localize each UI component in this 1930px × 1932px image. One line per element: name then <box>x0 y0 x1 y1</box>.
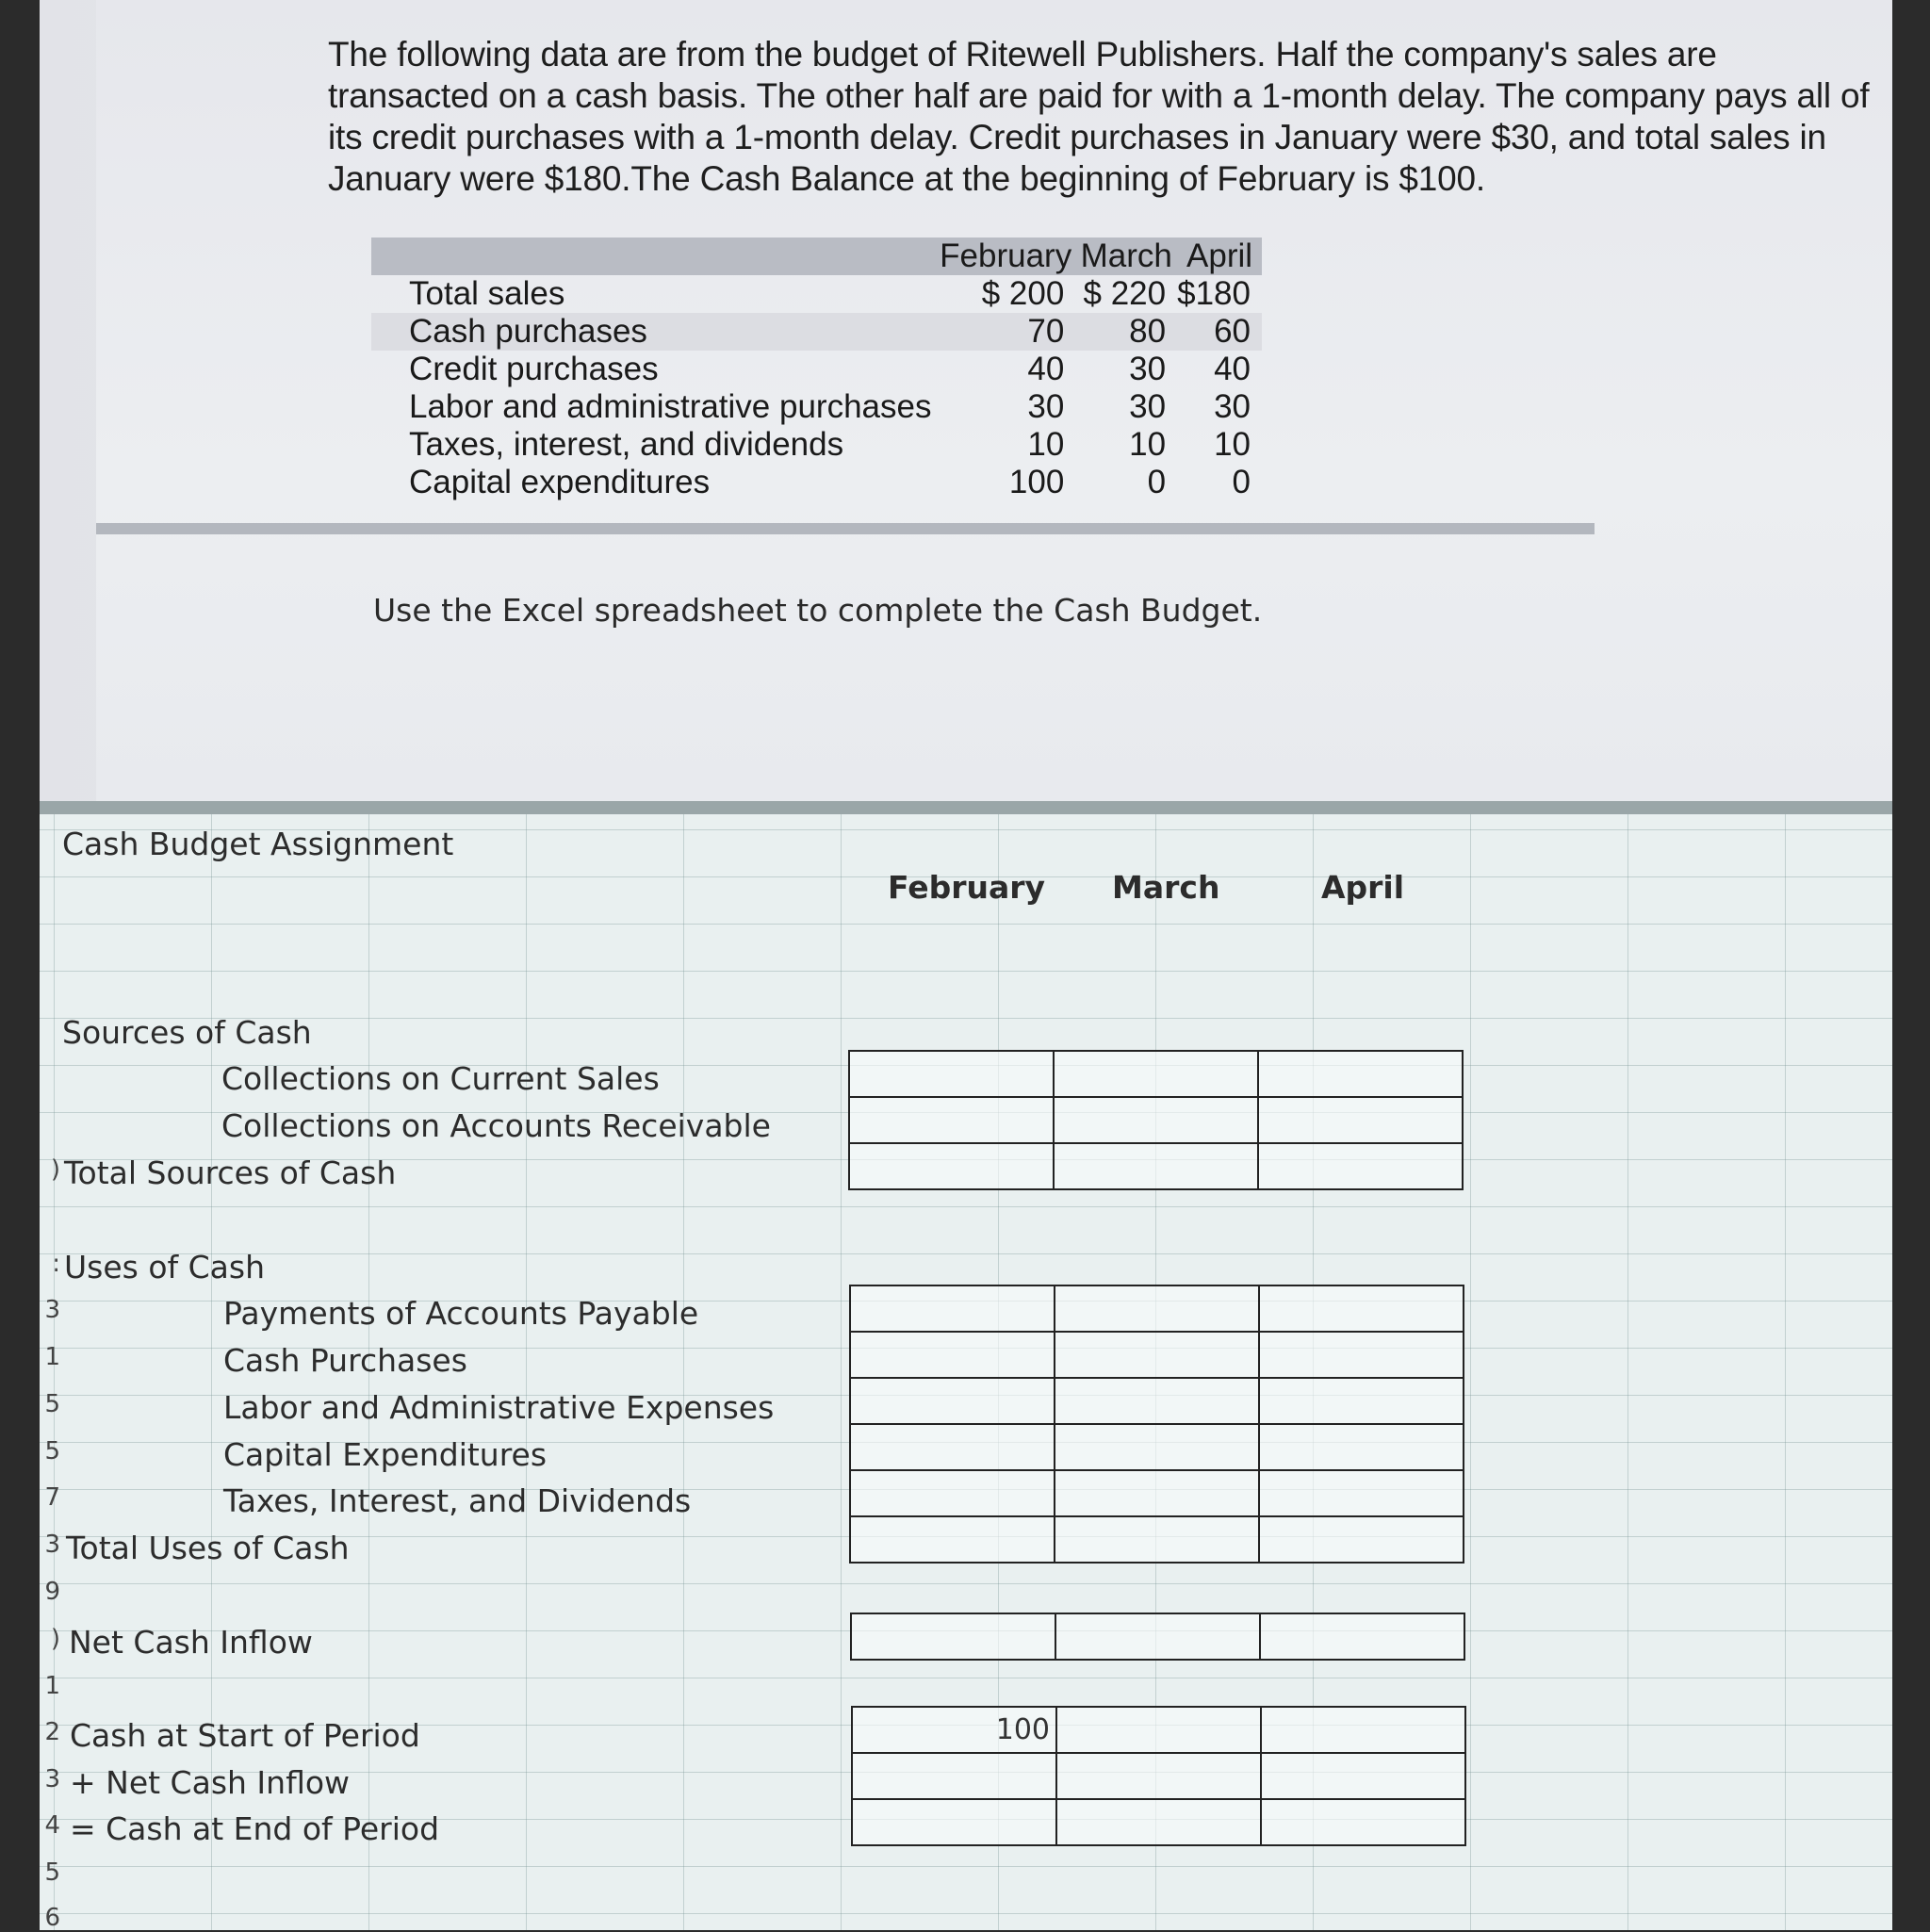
budget-cell: 80 <box>1129 313 1167 350</box>
uses-input-cells[interactable] <box>849 1285 1464 1564</box>
sources-of-cash-label[interactable]: Sources of Cash <box>62 1014 312 1051</box>
sources-input-cells[interactable] <box>848 1050 1464 1190</box>
cell-row[interactable] <box>850 1285 1464 1332</box>
input-cell[interactable] <box>1055 1516 1259 1563</box>
cell-row[interactable] <box>850 1424 1464 1470</box>
cell-row[interactable] <box>850 1516 1464 1563</box>
budget-cell: 40 <box>1214 351 1251 387</box>
collections-accounts-receivable-label[interactable]: Collections on Accounts Receivable <box>221 1107 771 1144</box>
cash-end-label[interactable]: = Cash at End of Period <box>70 1810 440 1847</box>
spreadsheet-grid[interactable] <box>40 801 1892 1930</box>
budget-cell: 30 <box>1129 388 1167 425</box>
budget-row-label: Cash purchases <box>409 313 647 350</box>
instruction-text: Use the Excel spreadsheet to complete the Cash Budget. <box>373 592 1263 629</box>
input-cell[interactable] <box>1259 1332 1464 1378</box>
input-cell[interactable] <box>1054 1051 1258 1097</box>
budget-cell: 10 <box>1027 426 1065 463</box>
input-cell[interactable] <box>1261 1799 1465 1845</box>
input-cell[interactable] <box>1055 1332 1259 1378</box>
input-cell[interactable] <box>1259 1470 1464 1516</box>
row-number[interactable]: 3 <box>44 1765 60 1793</box>
input-cell[interactable] <box>850 1424 1055 1470</box>
row-number[interactable]: 1 <box>44 1343 60 1371</box>
budget-cell: 100 <box>1008 464 1065 500</box>
input-cell[interactable] <box>850 1332 1055 1378</box>
input-cell[interactable] <box>850 1470 1055 1516</box>
budget-row <box>371 388 1262 426</box>
month-header-april[interactable]: April <box>1321 869 1405 906</box>
row-number[interactable]: 6 <box>44 1904 60 1932</box>
input-cell[interactable] <box>850 1285 1055 1332</box>
budget-row-label: Taxes, interest, and dividends <box>409 426 844 463</box>
month-header-february[interactable]: February <box>888 869 1046 906</box>
budget-cell: $180 <box>1177 275 1251 312</box>
budget-cell: 0 <box>1232 464 1251 500</box>
budget-cell: 30 <box>1214 388 1251 425</box>
cell-row[interactable] <box>849 1143 1463 1189</box>
input-cell[interactable] <box>852 1753 1056 1799</box>
budget-cell: 0 <box>1147 464 1167 500</box>
input-cell[interactable] <box>850 1516 1055 1563</box>
input-cell[interactable] <box>849 1143 1054 1189</box>
row-number[interactable]: : <box>52 1250 60 1278</box>
row-number[interactable]: 7 <box>44 1483 60 1512</box>
cell-row[interactable] <box>851 1613 1464 1660</box>
budget-cell: 10 <box>1129 426 1167 463</box>
cell-row[interactable] <box>852 1799 1465 1845</box>
input-cell[interactable] <box>1055 1424 1259 1470</box>
budget-cell: 60 <box>1214 313 1251 350</box>
input-cell[interactable] <box>849 1097 1054 1143</box>
cell-row[interactable] <box>850 1470 1464 1516</box>
row-number[interactable]: 3 <box>44 1531 60 1559</box>
section-divider <box>96 523 1595 534</box>
budget-row <box>371 464 1262 501</box>
row-number[interactable]: 4 <box>44 1811 60 1840</box>
cash-start-february-cell[interactable] <box>852 1707 1056 1753</box>
budget-row <box>371 313 1262 351</box>
row-number[interactable]: 5 <box>44 1437 60 1465</box>
uses-of-cash-label[interactable]: Uses of Cash <box>64 1249 266 1285</box>
input-cell[interactable] <box>1258 1143 1463 1189</box>
budget-row-label: Labor and administrative purchases <box>409 388 932 425</box>
taxes-interest-dividends-label[interactable]: Taxes, Interest, and Dividends <box>223 1482 692 1519</box>
budget-row <box>371 426 1262 464</box>
total-sources-label[interactable]: Total Sources of Cash <box>64 1154 397 1191</box>
payments-accounts-payable-label[interactable]: Payments of Accounts Payable <box>223 1295 699 1332</box>
row-number[interactable]: 1 <box>44 1672 60 1700</box>
net-cash-inflow-label[interactable]: Net Cash Inflow <box>69 1624 313 1661</box>
cell-row[interactable] <box>849 1051 1463 1097</box>
input-cell[interactable] <box>1054 1097 1258 1143</box>
problem-panel <box>40 0 1892 801</box>
input-cell[interactable] <box>1261 1707 1465 1753</box>
sheet-title[interactable]: Cash Budget Assignment <box>62 826 454 862</box>
input-cell[interactable] <box>1055 1613 1260 1660</box>
budget-header-row <box>371 237 1262 275</box>
net-inflow-input-cells[interactable] <box>850 1613 1465 1661</box>
input-cell[interactable] <box>1259 1378 1464 1424</box>
budget-header-february: February <box>940 237 1072 274</box>
cell-row[interactable] <box>850 1332 1464 1378</box>
budget-cell: 40 <box>1027 351 1065 387</box>
input-cell[interactable] <box>1056 1707 1261 1753</box>
input-cell[interactable] <box>1056 1799 1261 1845</box>
cash-start-label[interactable]: Cash at Start of Period <box>70 1717 420 1754</box>
row-number[interactable]: ) <box>50 1155 60 1184</box>
input-cell[interactable] <box>1261 1753 1465 1799</box>
input-cell[interactable] <box>850 1378 1055 1424</box>
input-cell[interactable] <box>1258 1097 1463 1143</box>
input-cell[interactable] <box>1055 1470 1259 1516</box>
budget-row-label: Capital expenditures <box>409 464 711 500</box>
cell-row[interactable] <box>852 1753 1465 1799</box>
cash-purchases-label[interactable]: Cash Purchases <box>223 1342 467 1379</box>
budget-cell: 30 <box>1027 388 1065 425</box>
input-cell[interactable] <box>1055 1378 1259 1424</box>
plus-net-cash-inflow-label[interactable]: + Net Cash Inflow <box>70 1764 351 1801</box>
input-cell[interactable] <box>849 1051 1054 1097</box>
budget-cell: 10 <box>1214 426 1251 463</box>
cash-balance-input-cells[interactable] <box>851 1706 1466 1846</box>
budget-cell: 30 <box>1129 351 1167 387</box>
cell-row[interactable] <box>849 1097 1463 1143</box>
row-number[interactable]: 3 <box>44 1296 60 1324</box>
input-cell[interactable] <box>1258 1051 1463 1097</box>
month-header-march[interactable]: March <box>1112 869 1220 906</box>
input-cell[interactable] <box>1259 1285 1464 1332</box>
row-number[interactable]: 9 <box>44 1578 60 1606</box>
input-cell[interactable] <box>1054 1143 1258 1189</box>
input-cell[interactable] <box>1056 1753 1261 1799</box>
row-number[interactable]: 5 <box>44 1858 60 1887</box>
budget-data-table <box>371 237 1262 501</box>
input-cell[interactable] <box>851 1613 1055 1660</box>
row-number[interactable]: ) <box>50 1625 60 1653</box>
budget-header-march: March <box>1080 237 1172 274</box>
budget-row-label: Total sales <box>409 275 565 312</box>
row-number[interactable]: 5 <box>44 1390 60 1418</box>
cash-start-february-value: 100 <box>995 1713 1050 1746</box>
budget-row <box>371 351 1262 388</box>
budget-header-april: April <box>1186 237 1253 274</box>
budget-cell: $ 220 <box>1083 275 1167 312</box>
cell-row[interactable] <box>852 1707 1465 1753</box>
budget-row <box>371 275 1262 313</box>
row-number[interactable]: 2 <box>44 1718 60 1746</box>
input-cell[interactable] <box>852 1799 1056 1845</box>
budget-cell: $ 200 <box>981 275 1065 312</box>
input-cell[interactable] <box>1259 1424 1464 1470</box>
capital-expenditures-label[interactable]: Capital Expenditures <box>223 1436 548 1473</box>
budget-cell: 70 <box>1027 313 1065 350</box>
problem-paragraph: The following data are from the budget of Ritewell Publishers. Half the company's sales are transacted on a cash basis. The other half are paid for with a 1-month delay. The company pays all of its credit purchases with a 1-month delay. Credit purchases in January were $30, and total sales in January were $180.The Cash Balance at the beginning of February is $100. <box>328 35 1870 198</box>
budget-row-label: Credit purchases <box>409 351 659 387</box>
input-cell[interactable] <box>1055 1285 1259 1332</box>
input-cell[interactable] <box>1259 1516 1464 1563</box>
sheet-top-border <box>40 801 1892 814</box>
budget-header-blank <box>371 237 936 275</box>
input-cell[interactable] <box>1260 1613 1464 1660</box>
cell-row[interactable] <box>850 1378 1464 1424</box>
total-uses-label[interactable]: Total Uses of Cash <box>66 1530 350 1566</box>
labor-admin-expenses-label[interactable]: Labor and Administrative Expenses <box>223 1389 775 1426</box>
collections-current-sales-label[interactable]: Collections on Current Sales <box>221 1060 660 1097</box>
